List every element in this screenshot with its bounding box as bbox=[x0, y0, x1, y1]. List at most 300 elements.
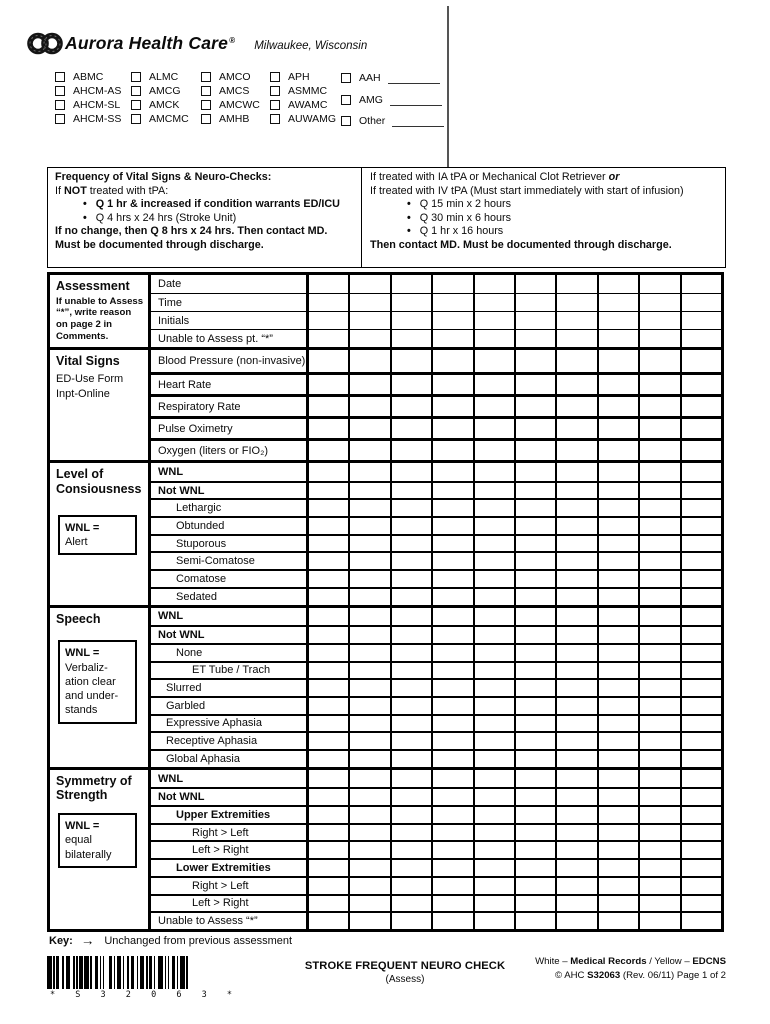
data-cell[interactable] bbox=[431, 500, 472, 516]
data-cell[interactable] bbox=[680, 518, 721, 534]
facility-checkbox[interactable] bbox=[341, 95, 351, 105]
data-cell[interactable] bbox=[597, 375, 638, 394]
data-cell[interactable] bbox=[348, 419, 389, 438]
data-cell[interactable] bbox=[431, 807, 472, 823]
data-cell[interactable] bbox=[597, 518, 638, 534]
data-cell[interactable] bbox=[431, 913, 472, 929]
data-cell[interactable] bbox=[473, 825, 514, 841]
data-cell[interactable] bbox=[390, 312, 431, 329]
data-cell[interactable] bbox=[514, 518, 555, 534]
data-cell[interactable] bbox=[390, 789, 431, 805]
data-cell[interactable] bbox=[638, 789, 679, 805]
data-cell[interactable] bbox=[638, 860, 679, 876]
data-cell[interactable] bbox=[638, 716, 679, 732]
data-cell[interactable] bbox=[597, 350, 638, 372]
data-cell[interactable] bbox=[597, 500, 638, 516]
data-cell[interactable] bbox=[390, 375, 431, 394]
data-cell[interactable] bbox=[309, 375, 348, 394]
data-cell[interactable] bbox=[309, 770, 348, 788]
data-cell[interactable] bbox=[309, 312, 348, 329]
data-cell[interactable] bbox=[348, 663, 389, 679]
data-cell[interactable] bbox=[638, 751, 679, 767]
data-cell[interactable] bbox=[680, 553, 721, 569]
data-cell[interactable] bbox=[431, 275, 472, 293]
data-cell[interactable] bbox=[309, 716, 348, 732]
data-cell[interactable] bbox=[638, 698, 679, 714]
data-cell[interactable] bbox=[514, 483, 555, 499]
data-cell[interactable] bbox=[597, 536, 638, 552]
data-cell[interactable] bbox=[431, 608, 472, 626]
data-cell[interactable] bbox=[680, 913, 721, 929]
data-cell[interactable] bbox=[390, 770, 431, 788]
data-cell[interactable] bbox=[431, 419, 472, 438]
facility-checkbox[interactable] bbox=[201, 100, 211, 110]
data-cell[interactable] bbox=[309, 441, 348, 460]
data-cell[interactable] bbox=[390, 896, 431, 912]
data-cell[interactable] bbox=[309, 645, 348, 661]
data-cell[interactable] bbox=[390, 716, 431, 732]
data-cell[interactable] bbox=[555, 571, 596, 587]
data-cell[interactable] bbox=[555, 825, 596, 841]
fill-in-blank[interactable] bbox=[388, 73, 440, 84]
data-cell[interactable] bbox=[597, 330, 638, 347]
data-cell[interactable] bbox=[473, 680, 514, 696]
data-cell[interactable] bbox=[309, 589, 348, 605]
data-cell[interactable] bbox=[473, 807, 514, 823]
data-cell[interactable] bbox=[680, 807, 721, 823]
data-cell[interactable] bbox=[638, 518, 679, 534]
data-cell[interactable] bbox=[597, 553, 638, 569]
data-cell[interactable] bbox=[431, 294, 472, 311]
data-cell[interactable] bbox=[473, 294, 514, 311]
data-cell[interactable] bbox=[348, 807, 389, 823]
fill-in-blank[interactable] bbox=[390, 95, 442, 106]
data-cell[interactable] bbox=[514, 312, 555, 329]
data-cell[interactable] bbox=[348, 441, 389, 460]
data-cell[interactable] bbox=[555, 536, 596, 552]
data-cell[interactable] bbox=[473, 698, 514, 714]
data-cell[interactable] bbox=[348, 330, 389, 347]
data-cell[interactable] bbox=[597, 571, 638, 587]
data-cell[interactable] bbox=[555, 397, 596, 416]
data-cell[interactable] bbox=[638, 330, 679, 347]
data-cell[interactable] bbox=[473, 419, 514, 438]
data-cell[interactable] bbox=[473, 860, 514, 876]
facility-checkbox[interactable] bbox=[270, 72, 280, 82]
data-cell[interactable] bbox=[348, 825, 389, 841]
data-cell[interactable] bbox=[390, 680, 431, 696]
data-cell[interactable] bbox=[555, 350, 596, 372]
data-cell[interactable] bbox=[597, 312, 638, 329]
data-cell[interactable] bbox=[390, 842, 431, 858]
data-cell[interactable] bbox=[473, 663, 514, 679]
data-cell[interactable] bbox=[680, 330, 721, 347]
data-cell[interactable] bbox=[555, 860, 596, 876]
data-cell[interactable] bbox=[473, 608, 514, 626]
data-cell[interactable] bbox=[514, 645, 555, 661]
data-cell[interactable] bbox=[514, 397, 555, 416]
data-cell[interactable] bbox=[638, 350, 679, 372]
data-cell[interactable] bbox=[473, 751, 514, 767]
data-cell[interactable] bbox=[514, 275, 555, 293]
data-cell[interactable] bbox=[597, 645, 638, 661]
data-cell[interactable] bbox=[680, 627, 721, 643]
data-cell[interactable] bbox=[390, 350, 431, 372]
data-cell[interactable] bbox=[348, 913, 389, 929]
data-cell[interactable] bbox=[348, 789, 389, 805]
data-cell[interactable] bbox=[431, 842, 472, 858]
data-cell[interactable] bbox=[638, 571, 679, 587]
data-cell[interactable] bbox=[431, 698, 472, 714]
data-cell[interactable] bbox=[390, 294, 431, 311]
data-cell[interactable] bbox=[431, 441, 472, 460]
data-cell[interactable] bbox=[431, 896, 472, 912]
data-cell[interactable] bbox=[348, 680, 389, 696]
data-cell[interactable] bbox=[309, 825, 348, 841]
data-cell[interactable] bbox=[473, 350, 514, 372]
data-cell[interactable] bbox=[514, 751, 555, 767]
data-cell[interactable] bbox=[597, 483, 638, 499]
data-cell[interactable] bbox=[473, 733, 514, 749]
data-cell[interactable] bbox=[597, 663, 638, 679]
data-cell[interactable] bbox=[555, 770, 596, 788]
data-cell[interactable] bbox=[597, 294, 638, 311]
data-cell[interactable] bbox=[597, 627, 638, 643]
data-cell[interactable] bbox=[390, 589, 431, 605]
facility-checkbox[interactable] bbox=[55, 72, 65, 82]
data-cell[interactable] bbox=[680, 419, 721, 438]
data-cell[interactable] bbox=[309, 878, 348, 894]
data-cell[interactable] bbox=[431, 789, 472, 805]
data-cell[interactable] bbox=[680, 463, 721, 481]
data-cell[interactable] bbox=[680, 680, 721, 696]
data-cell[interactable] bbox=[309, 913, 348, 929]
data-cell[interactable] bbox=[680, 312, 721, 329]
data-cell[interactable] bbox=[348, 518, 389, 534]
data-cell[interactable] bbox=[680, 663, 721, 679]
data-cell[interactable] bbox=[390, 330, 431, 347]
data-cell[interactable] bbox=[638, 419, 679, 438]
data-cell[interactable] bbox=[348, 275, 389, 293]
data-cell[interactable] bbox=[555, 663, 596, 679]
data-cell[interactable] bbox=[473, 878, 514, 894]
data-cell[interactable] bbox=[431, 375, 472, 394]
data-cell[interactable] bbox=[348, 294, 389, 311]
data-cell[interactable] bbox=[597, 860, 638, 876]
data-cell[interactable] bbox=[555, 441, 596, 460]
data-cell[interactable] bbox=[514, 896, 555, 912]
data-cell[interactable] bbox=[348, 751, 389, 767]
data-cell[interactable] bbox=[597, 608, 638, 626]
data-cell[interactable] bbox=[431, 463, 472, 481]
data-cell[interactable] bbox=[309, 536, 348, 552]
data-cell[interactable] bbox=[473, 463, 514, 481]
facility-checkbox[interactable] bbox=[55, 114, 65, 124]
data-cell[interactable] bbox=[309, 663, 348, 679]
data-cell[interactable] bbox=[348, 350, 389, 372]
data-cell[interactable] bbox=[555, 913, 596, 929]
facility-checkbox[interactable] bbox=[270, 100, 280, 110]
data-cell[interactable] bbox=[555, 375, 596, 394]
data-cell[interactable] bbox=[348, 553, 389, 569]
data-cell[interactable] bbox=[431, 350, 472, 372]
data-cell[interactable] bbox=[309, 842, 348, 858]
data-cell[interactable] bbox=[597, 896, 638, 912]
data-cell[interactable] bbox=[555, 330, 596, 347]
data-cell[interactable] bbox=[555, 608, 596, 626]
data-cell[interactable] bbox=[309, 896, 348, 912]
data-cell[interactable] bbox=[431, 680, 472, 696]
data-cell[interactable] bbox=[473, 375, 514, 394]
facility-checkbox[interactable] bbox=[201, 114, 211, 124]
data-cell[interactable] bbox=[514, 571, 555, 587]
data-cell[interactable] bbox=[309, 627, 348, 643]
data-cell[interactable] bbox=[390, 698, 431, 714]
data-cell[interactable] bbox=[597, 419, 638, 438]
data-cell[interactable] bbox=[597, 589, 638, 605]
data-cell[interactable] bbox=[680, 733, 721, 749]
data-cell[interactable] bbox=[680, 645, 721, 661]
data-cell[interactable] bbox=[390, 807, 431, 823]
facility-checkbox[interactable] bbox=[270, 114, 280, 124]
data-cell[interactable] bbox=[638, 608, 679, 626]
data-cell[interactable] bbox=[638, 275, 679, 293]
data-cell[interactable] bbox=[309, 733, 348, 749]
data-cell[interactable] bbox=[555, 733, 596, 749]
data-cell[interactable] bbox=[309, 571, 348, 587]
data-cell[interactable] bbox=[555, 627, 596, 643]
data-cell[interactable] bbox=[638, 896, 679, 912]
data-cell[interactable] bbox=[597, 751, 638, 767]
data-cell[interactable] bbox=[680, 397, 721, 416]
data-cell[interactable] bbox=[514, 825, 555, 841]
data-cell[interactable] bbox=[431, 397, 472, 416]
data-cell[interactable] bbox=[390, 571, 431, 587]
data-cell[interactable] bbox=[473, 483, 514, 499]
data-cell[interactable] bbox=[390, 645, 431, 661]
data-cell[interactable] bbox=[309, 419, 348, 438]
data-cell[interactable] bbox=[431, 751, 472, 767]
data-cell[interactable] bbox=[390, 483, 431, 499]
data-cell[interactable] bbox=[555, 842, 596, 858]
data-cell[interactable] bbox=[638, 913, 679, 929]
data-cell[interactable] bbox=[473, 571, 514, 587]
data-cell[interactable] bbox=[555, 698, 596, 714]
data-cell[interactable] bbox=[390, 878, 431, 894]
data-cell[interactable] bbox=[348, 842, 389, 858]
data-cell[interactable] bbox=[638, 463, 679, 481]
data-cell[interactable] bbox=[348, 608, 389, 626]
facility-checkbox[interactable] bbox=[270, 86, 280, 96]
data-cell[interactable] bbox=[597, 770, 638, 788]
data-cell[interactable] bbox=[473, 913, 514, 929]
data-cell[interactable] bbox=[390, 518, 431, 534]
data-cell[interactable] bbox=[348, 698, 389, 714]
data-cell[interactable] bbox=[597, 733, 638, 749]
data-cell[interactable] bbox=[514, 419, 555, 438]
data-cell[interactable] bbox=[638, 680, 679, 696]
data-cell[interactable] bbox=[514, 350, 555, 372]
data-cell[interactable] bbox=[309, 463, 348, 481]
data-cell[interactable] bbox=[309, 680, 348, 696]
data-cell[interactable] bbox=[555, 789, 596, 805]
data-cell[interactable] bbox=[638, 645, 679, 661]
data-cell[interactable] bbox=[348, 770, 389, 788]
data-cell[interactable] bbox=[680, 751, 721, 767]
data-cell[interactable] bbox=[514, 627, 555, 643]
data-cell[interactable] bbox=[473, 589, 514, 605]
data-cell[interactable] bbox=[597, 463, 638, 481]
data-cell[interactable] bbox=[680, 860, 721, 876]
data-cell[interactable] bbox=[473, 536, 514, 552]
data-cell[interactable] bbox=[638, 553, 679, 569]
data-cell[interactable] bbox=[555, 553, 596, 569]
data-cell[interactable] bbox=[680, 483, 721, 499]
data-cell[interactable] bbox=[680, 441, 721, 460]
facility-checkbox[interactable] bbox=[131, 114, 141, 124]
data-cell[interactable] bbox=[309, 807, 348, 823]
data-cell[interactable] bbox=[638, 807, 679, 823]
data-cell[interactable] bbox=[680, 842, 721, 858]
data-cell[interactable] bbox=[555, 878, 596, 894]
data-cell[interactable] bbox=[348, 627, 389, 643]
data-cell[interactable] bbox=[514, 663, 555, 679]
data-cell[interactable] bbox=[473, 716, 514, 732]
data-cell[interactable] bbox=[473, 500, 514, 516]
data-cell[interactable] bbox=[514, 698, 555, 714]
data-cell[interactable] bbox=[638, 663, 679, 679]
data-cell[interactable] bbox=[473, 842, 514, 858]
data-cell[interactable] bbox=[680, 825, 721, 841]
data-cell[interactable] bbox=[638, 312, 679, 329]
data-cell[interactable] bbox=[473, 275, 514, 293]
data-cell[interactable] bbox=[431, 716, 472, 732]
data-cell[interactable] bbox=[514, 878, 555, 894]
facility-checkbox[interactable] bbox=[55, 100, 65, 110]
data-cell[interactable] bbox=[597, 878, 638, 894]
data-cell[interactable] bbox=[514, 842, 555, 858]
facility-checkbox[interactable] bbox=[201, 86, 211, 96]
data-cell[interactable] bbox=[514, 680, 555, 696]
data-cell[interactable] bbox=[680, 294, 721, 311]
data-cell[interactable] bbox=[680, 350, 721, 372]
data-cell[interactable] bbox=[638, 441, 679, 460]
fill-in-blank[interactable] bbox=[392, 116, 444, 127]
data-cell[interactable] bbox=[390, 627, 431, 643]
data-cell[interactable] bbox=[390, 553, 431, 569]
data-cell[interactable] bbox=[597, 680, 638, 696]
data-cell[interactable] bbox=[555, 751, 596, 767]
data-cell[interactable] bbox=[555, 483, 596, 499]
data-cell[interactable] bbox=[514, 860, 555, 876]
data-cell[interactable] bbox=[390, 608, 431, 626]
data-cell[interactable] bbox=[431, 663, 472, 679]
data-cell[interactable] bbox=[309, 500, 348, 516]
data-cell[interactable] bbox=[473, 789, 514, 805]
data-cell[interactable] bbox=[597, 698, 638, 714]
data-cell[interactable] bbox=[473, 645, 514, 661]
facility-checkbox[interactable] bbox=[131, 72, 141, 82]
data-cell[interactable] bbox=[309, 789, 348, 805]
data-cell[interactable] bbox=[390, 500, 431, 516]
data-cell[interactable] bbox=[555, 500, 596, 516]
data-cell[interactable] bbox=[309, 518, 348, 534]
data-cell[interactable] bbox=[514, 716, 555, 732]
data-cell[interactable] bbox=[680, 789, 721, 805]
data-cell[interactable] bbox=[473, 441, 514, 460]
data-cell[interactable] bbox=[431, 733, 472, 749]
data-cell[interactable] bbox=[514, 608, 555, 626]
data-cell[interactable] bbox=[638, 627, 679, 643]
data-cell[interactable] bbox=[348, 878, 389, 894]
data-cell[interactable] bbox=[597, 397, 638, 416]
data-cell[interactable] bbox=[638, 842, 679, 858]
data-cell[interactable] bbox=[514, 536, 555, 552]
data-cell[interactable] bbox=[348, 589, 389, 605]
data-cell[interactable] bbox=[638, 294, 679, 311]
data-cell[interactable] bbox=[597, 441, 638, 460]
data-cell[interactable] bbox=[473, 330, 514, 347]
data-cell[interactable] bbox=[473, 770, 514, 788]
data-cell[interactable] bbox=[555, 312, 596, 329]
data-cell[interactable] bbox=[597, 842, 638, 858]
data-cell[interactable] bbox=[514, 807, 555, 823]
data-cell[interactable] bbox=[555, 518, 596, 534]
data-cell[interactable] bbox=[390, 536, 431, 552]
data-cell[interactable] bbox=[431, 536, 472, 552]
data-cell[interactable] bbox=[514, 913, 555, 929]
data-cell[interactable] bbox=[348, 733, 389, 749]
data-cell[interactable] bbox=[431, 627, 472, 643]
data-cell[interactable] bbox=[680, 589, 721, 605]
data-cell[interactable] bbox=[309, 330, 348, 347]
data-cell[interactable] bbox=[431, 825, 472, 841]
data-cell[interactable] bbox=[514, 770, 555, 788]
data-cell[interactable] bbox=[309, 275, 348, 293]
data-cell[interactable] bbox=[680, 770, 721, 788]
data-cell[interactable] bbox=[680, 536, 721, 552]
data-cell[interactable] bbox=[348, 536, 389, 552]
data-cell[interactable] bbox=[348, 483, 389, 499]
data-cell[interactable] bbox=[348, 463, 389, 481]
data-cell[interactable] bbox=[638, 375, 679, 394]
data-cell[interactable] bbox=[473, 312, 514, 329]
data-cell[interactable] bbox=[431, 312, 472, 329]
data-cell[interactable] bbox=[431, 518, 472, 534]
facility-checkbox[interactable] bbox=[201, 72, 211, 82]
data-cell[interactable] bbox=[680, 375, 721, 394]
data-cell[interactable] bbox=[680, 716, 721, 732]
data-cell[interactable] bbox=[514, 375, 555, 394]
data-cell[interactable] bbox=[348, 500, 389, 516]
data-cell[interactable] bbox=[309, 483, 348, 499]
data-cell[interactable] bbox=[473, 896, 514, 912]
data-cell[interactable] bbox=[390, 397, 431, 416]
data-cell[interactable] bbox=[555, 419, 596, 438]
data-cell[interactable] bbox=[348, 896, 389, 912]
data-cell[interactable] bbox=[638, 770, 679, 788]
data-cell[interactable] bbox=[555, 807, 596, 823]
facility-checkbox[interactable] bbox=[341, 73, 351, 83]
data-cell[interactable] bbox=[390, 275, 431, 293]
facility-checkbox[interactable] bbox=[131, 86, 141, 96]
data-cell[interactable] bbox=[309, 294, 348, 311]
data-cell[interactable] bbox=[514, 330, 555, 347]
data-cell[interactable] bbox=[680, 698, 721, 714]
data-cell[interactable] bbox=[555, 645, 596, 661]
data-cell[interactable] bbox=[680, 608, 721, 626]
data-cell[interactable] bbox=[390, 463, 431, 481]
